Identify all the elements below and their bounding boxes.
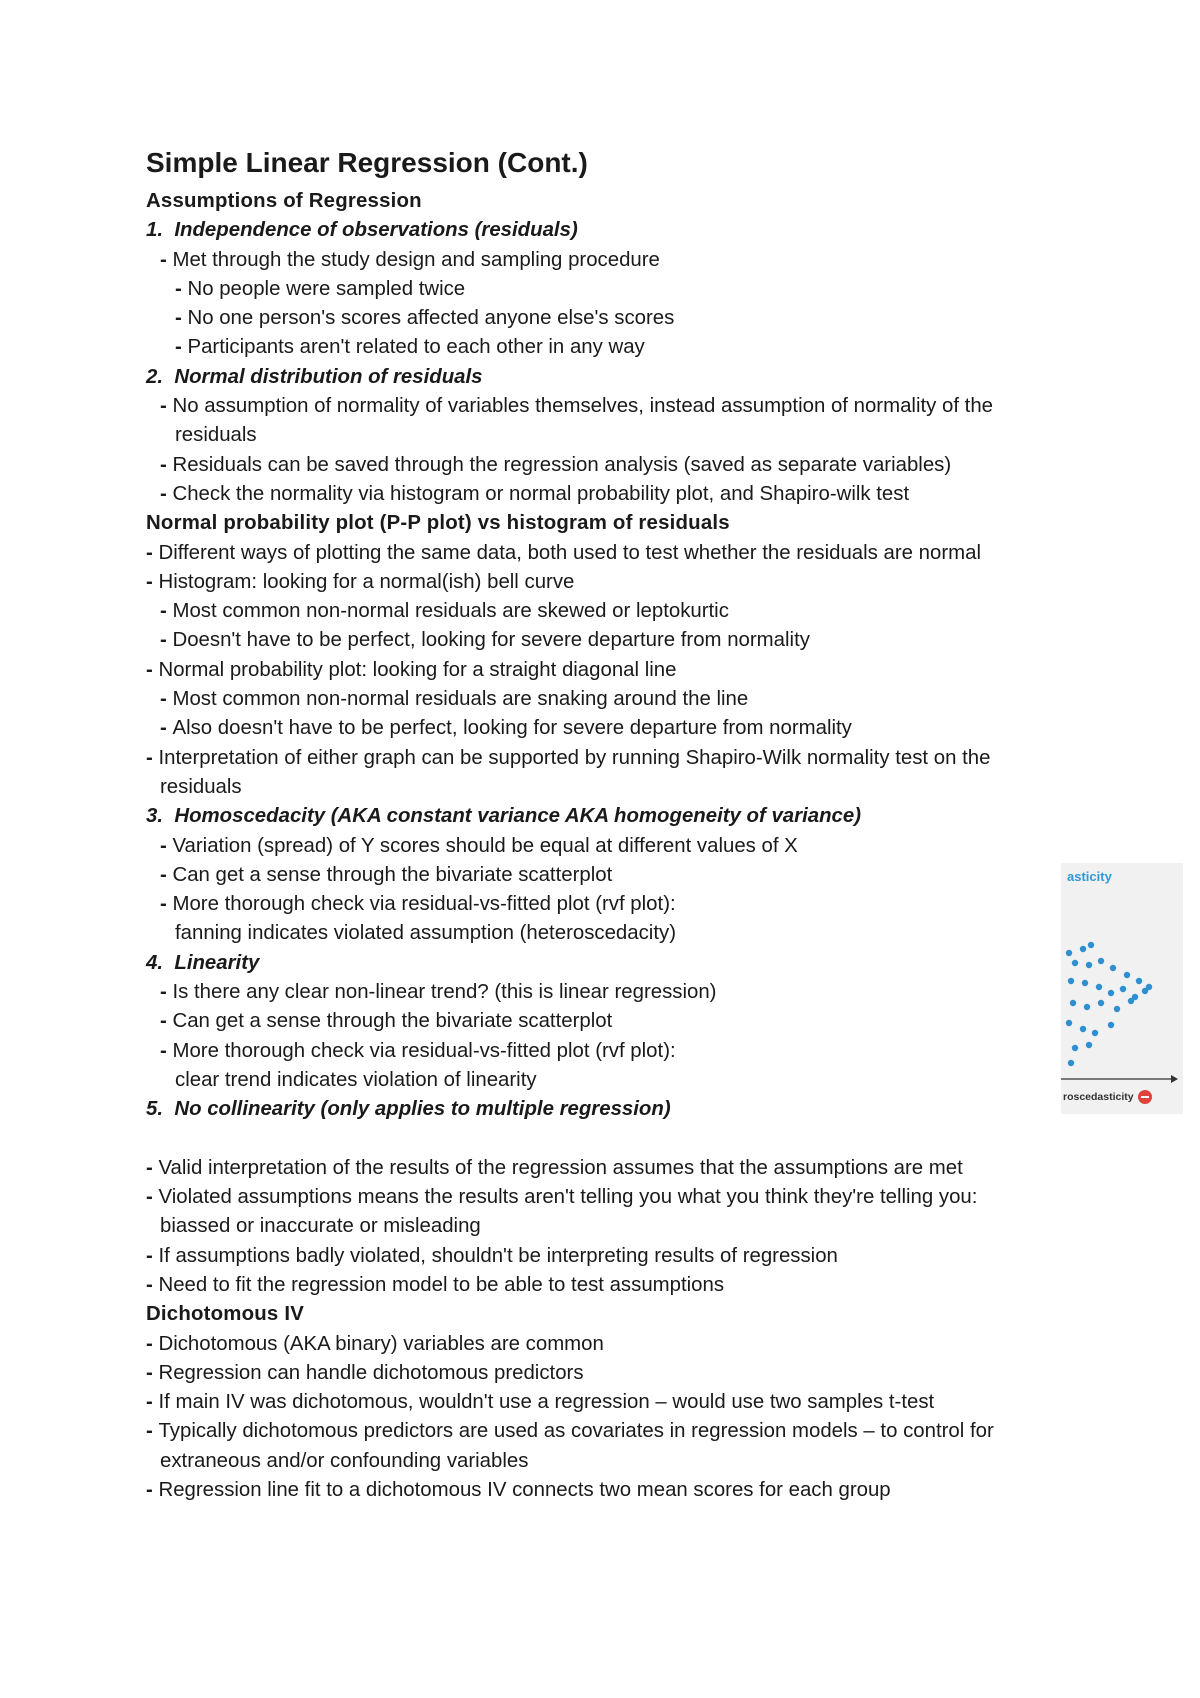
bullet-dash: - — [160, 600, 173, 623]
bullet-continuation — [146, 1447, 1086, 1476]
bullet-text: Participants aren't related to each other in any way — [187, 336, 645, 359]
bullet-text: Most common non-normal residuals are snaking around the line — [172, 688, 749, 711]
bullet-text: Also doesn't have to be perfect, looking for severe departure from normality — [172, 717, 852, 740]
bullet-dash: - — [146, 1186, 159, 1209]
stop-icon — [1138, 1090, 1152, 1104]
section-heading — [146, 187, 1086, 216]
section-heading — [146, 1300, 1086, 1329]
assumption-number: 5. — [146, 1098, 164, 1121]
scatter-point — [1084, 1004, 1090, 1010]
scatter-point — [1068, 1060, 1074, 1066]
bullet-dash: - — [160, 1039, 173, 1062]
assumption-text: Independence of observations (residuals) — [174, 219, 578, 242]
scatter-point — [1070, 1000, 1076, 1006]
bullet-text: More thorough check via residual-vs-fitted plot (rvf plot): — [172, 893, 676, 916]
assumption-number: 1. — [146, 219, 164, 242]
scatter-point — [1080, 946, 1086, 952]
bullet-text: Variation (spread) of Y scores should be equal at different values of X — [172, 834, 798, 857]
bullet-item — [146, 714, 1086, 743]
bullet-text: Regression line fit to a dichotomous IV connects two mean scores for each group — [158, 1479, 891, 1502]
scatter-point — [1086, 1042, 1092, 1048]
bullet-dash: - — [146, 1420, 159, 1443]
scatter-point — [1088, 942, 1094, 948]
bullet-continuation — [146, 1212, 1086, 1241]
assumption-text: Normal distribution of residuals — [174, 365, 483, 388]
bullet-text: Dichotomous (AKA binary) variables are common — [158, 1332, 604, 1355]
bullet-item — [146, 1417, 1086, 1446]
bullet-dash: - — [160, 248, 173, 271]
scatter-point — [1124, 972, 1130, 978]
bullet-dash: - — [146, 658, 159, 681]
bullet-text: Can get a sense through the bivariate scatterplot — [172, 1010, 613, 1033]
bullet-item — [146, 1359, 1086, 1388]
bullet-item — [146, 656, 1086, 685]
bullet-item — [146, 1183, 1086, 1212]
assumption-number: 3. — [146, 805, 164, 828]
notes-content — [146, 146, 1086, 1505]
x-axis-arrow — [1171, 1075, 1178, 1083]
bullet-item — [146, 832, 1086, 861]
scatter-figure-crop — [1061, 863, 1183, 1114]
scatter-point — [1072, 1045, 1078, 1051]
scatter-point — [1066, 1020, 1072, 1026]
blank-line — [146, 1125, 1086, 1154]
bullet-text: If assumptions badly violated, shouldn't be interpreting results of regression — [158, 1244, 838, 1267]
bullet-text: residuals — [175, 424, 257, 447]
bullet-item — [146, 890, 1086, 919]
bullet-text: Regression can handle dichotomous predictors — [158, 1361, 584, 1384]
bullet-dash: - — [160, 482, 173, 505]
scatter-point — [1120, 986, 1126, 992]
bullet-text: If main IV was dichotomous, wouldn't use a regression – would use two samples t-test — [158, 1391, 935, 1414]
bullet-dash: - — [146, 1156, 159, 1179]
bullet-text: Violated assumptions means the results aren't telling you what you think they're telling you: — [158, 1186, 978, 1209]
assumption-text: Linearity — [174, 951, 260, 974]
bullet-dash: - — [160, 453, 173, 476]
scatter-point — [1068, 978, 1074, 984]
bullet-dash: - — [160, 395, 173, 418]
bullet-text: Valid interpretation of the results of the regression assumes that the assumptions are met — [158, 1156, 963, 1179]
bullet-text: biassed or inaccurate or misleading — [160, 1215, 481, 1238]
bullet-item — [146, 275, 1086, 304]
bullet-text: Most common non-normal residuals are skewed or leptokurtic — [172, 600, 729, 623]
bullet-item — [146, 1476, 1086, 1505]
numbered-assumption — [146, 363, 1086, 392]
bullet-dash: - — [160, 893, 173, 916]
bullet-item — [146, 568, 1086, 597]
notes-lines — [146, 187, 1086, 1505]
scatter-point — [1110, 965, 1116, 971]
bullet-dash: - — [146, 541, 159, 564]
scatter-point — [1072, 960, 1078, 966]
bullet-dash: - — [160, 629, 173, 652]
scatter-point — [1092, 1030, 1098, 1036]
bullet-dash: - — [175, 336, 188, 359]
bullet-item — [146, 597, 1086, 626]
assumption-text: No collinearity (only applies to multiple regression) — [174, 1098, 671, 1121]
bullet-dash: - — [146, 1332, 159, 1355]
bullet-text: Different ways of plotting the same data, both used to test whether the residuals are normal — [158, 541, 981, 564]
bullet-dash: - — [146, 746, 159, 769]
numbered-assumption — [146, 949, 1086, 978]
scatter-point — [1142, 988, 1148, 994]
numbered-assumption — [146, 1095, 1086, 1124]
bullet-text: extraneous and/or confounding variables — [160, 1449, 529, 1472]
bullet-item — [146, 626, 1086, 655]
section-heading — [146, 509, 1086, 538]
assumption-number: 4. — [146, 951, 164, 974]
scatter-point — [1128, 998, 1134, 1004]
bullet-text: Doesn't have to be perfect, looking for severe departure from normality — [172, 629, 810, 652]
section-heading-text: Dichotomous IV — [146, 1303, 304, 1326]
bullet-item — [146, 1271, 1086, 1300]
figure-title-fragment: asticity — [1067, 869, 1112, 884]
bullet-item — [146, 1242, 1086, 1271]
bullet-continuation — [146, 1066, 1086, 1095]
bullet-dash: - — [160, 1010, 173, 1033]
section-heading-text: Assumptions of Regression — [146, 190, 422, 212]
bullet-item — [146, 1330, 1086, 1359]
bullet-dash: - — [160, 688, 173, 711]
bullet-text: Met through the study design and sampling procedure — [172, 248, 660, 271]
bullet-item — [146, 744, 1086, 773]
bullet-dash: - — [175, 307, 188, 330]
bullet-dash: - — [146, 1244, 159, 1267]
bullet-dash: - — [160, 863, 173, 886]
bullet-item — [146, 333, 1086, 362]
scatter-point — [1080, 1026, 1086, 1032]
bullet-text: No people were sampled twice — [187, 277, 466, 300]
page-title: Simple Linear Regression (Cont.) — [146, 147, 588, 178]
bullet-text: Check the normality via histogram or normal probability plot, and Shapiro-wilk test — [172, 482, 910, 505]
bullet-dash: - — [160, 834, 173, 857]
scatter-point — [1086, 962, 1092, 968]
bullet-text: Histogram: looking for a normal(ish) bell curve — [158, 570, 575, 593]
bullet-item — [146, 246, 1086, 275]
bullet-dash: - — [160, 981, 173, 1004]
bullet-dash: - — [146, 1273, 159, 1296]
bullet-item — [146, 304, 1086, 333]
bullet-dash: - — [146, 1479, 159, 1502]
bullet-item — [146, 480, 1086, 509]
scatter-point — [1096, 984, 1102, 990]
bullet-continuation — [146, 421, 1086, 450]
scatter-plot-svg — [1061, 863, 1183, 1114]
scatter-point — [1108, 990, 1114, 996]
numbered-assumption — [146, 216, 1086, 245]
figure-caption-fragment: roscedasticity — [1063, 1091, 1134, 1103]
bullet-dash: - — [146, 1391, 159, 1414]
bullet-item — [146, 861, 1086, 890]
bullet-continuation — [146, 773, 1086, 802]
scatter-point — [1108, 1022, 1114, 1028]
scatter-point — [1136, 978, 1142, 984]
bullet-item — [146, 978, 1086, 1007]
bullet-item — [146, 392, 1086, 421]
bullet-text: residuals — [160, 775, 242, 798]
bullet-continuation — [146, 919, 1086, 948]
bullet-item — [146, 539, 1086, 568]
bullet-item — [146, 1388, 1086, 1417]
bullet-dash: - — [175, 277, 188, 300]
bullet-text: Normal probability plot: looking for a straight diagonal line — [158, 658, 677, 681]
bullet-dash: - — [146, 1361, 159, 1384]
bullet-text: Typically dichotomous predictors are used as covariates in regression models – to control for — [158, 1420, 994, 1443]
scatter-point — [1082, 980, 1088, 986]
bullet-dash: - — [160, 717, 173, 740]
bullet-item — [146, 1037, 1086, 1066]
assumption-number: 2. — [146, 365, 164, 388]
bullet-text: Is there any clear non-linear trend? (this is linear regression) — [172, 981, 717, 1004]
bullet-text: Need to fit the regression model to be able to test assumptions — [158, 1273, 725, 1296]
bullet-text: clear trend indicates violation of linearity — [175, 1068, 537, 1091]
bullet-item — [146, 685, 1086, 714]
bullet-text: Interpretation of either graph can be supported by running Shapiro-Wilk normality test on the — [158, 746, 991, 769]
bullet-text: More thorough check via residual-vs-fitted plot (rvf plot): — [172, 1039, 676, 1062]
bullet-text: Can get a sense through the bivariate scatterplot — [172, 863, 613, 886]
bullet-text: Residuals can be saved through the regression analysis (saved as separate variables) — [172, 453, 952, 476]
scatter-point — [1098, 958, 1104, 964]
bullet-item — [146, 1007, 1086, 1036]
scatter-point — [1066, 950, 1072, 956]
scatter-point — [1114, 1006, 1120, 1012]
bullet-text: No one person's scores affected anyone else's scores — [187, 307, 675, 330]
bullet-item — [146, 1154, 1086, 1183]
bullet-dash: - — [146, 570, 159, 593]
section-heading-text: Normal probability plot (P-P plot) vs histogram of residuals — [146, 512, 730, 535]
bullet-text: fanning indicates violated assumption (heteroscedacity) — [175, 922, 676, 945]
scatter-point — [1098, 1000, 1104, 1006]
assumption-text: Homoscedacity (AKA constant variance AKA homogeneity of variance) — [174, 805, 862, 828]
bullet-text: No assumption of normality of variables themselves, instead assumption of normality of the — [172, 395, 994, 418]
bullet-item — [146, 451, 1086, 480]
numbered-assumption — [146, 802, 1086, 831]
